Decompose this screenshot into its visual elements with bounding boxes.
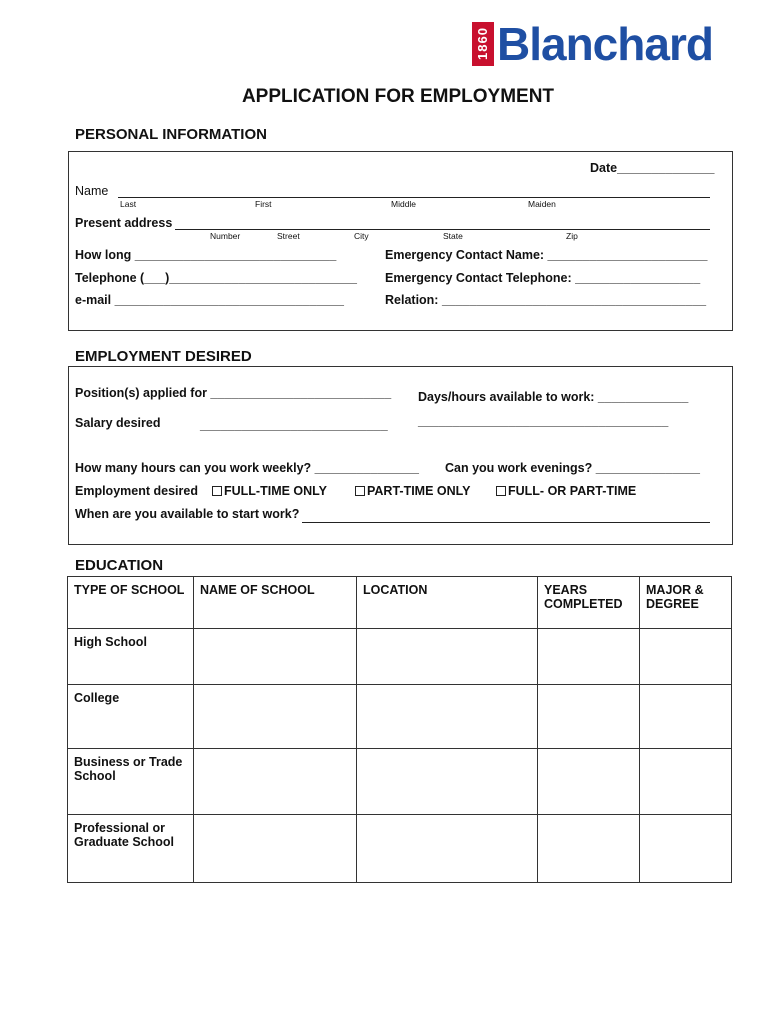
- full-or-part-label: FULL- OR PART-TIME: [508, 484, 637, 498]
- address-sub-zip: Zip: [566, 231, 578, 241]
- name-sub-last: Last: [120, 199, 137, 209]
- address-sub-state: State: [443, 231, 463, 241]
- years-cell[interactable]: [538, 629, 640, 685]
- table-row: [68, 685, 732, 749]
- emergency-name-field[interactable]: Emergency Contact Name: _______________________: [385, 248, 708, 262]
- table-row: [68, 749, 732, 815]
- evenings-field[interactable]: Can you work evenings? _______________: [445, 461, 701, 475]
- logo-year: 1860: [472, 22, 494, 66]
- years-cell[interactable]: [538, 685, 640, 749]
- name-sub-maiden: Maiden: [528, 199, 556, 209]
- start-label: When are you available to start work?: [75, 507, 300, 521]
- column-header: NAME OF SCHOOL: [194, 577, 357, 629]
- days-hours-field[interactable]: Days/hours available to work: _____________: [418, 390, 689, 404]
- checkbox-icon[interactable]: [212, 486, 222, 496]
- table-row: [68, 629, 732, 685]
- personal-heading: PERSONAL INFORMATION: [75, 126, 267, 143]
- name-label: Name: [75, 184, 109, 198]
- hours-weekly-field[interactable]: How many hours can you work weekly? _______________: [75, 461, 419, 475]
- years-cell[interactable]: [538, 815, 640, 883]
- column-header: TYPE OF SCHOOL: [68, 577, 194, 629]
- address-sub-number: Number: [210, 231, 241, 241]
- company-logo: [472, 18, 713, 70]
- name-field[interactable]: [118, 197, 710, 198]
- school-name-cell[interactable]: [194, 629, 357, 685]
- relation-field[interactable]: Relation: ______________________________________: [385, 293, 707, 307]
- email-field[interactable]: e-mail _________________________________: [75, 293, 345, 307]
- education-heading: EDUCATION: [75, 557, 164, 574]
- school-type-label: Business or Trade School: [68, 749, 194, 815]
- address-sub-street: Street: [277, 231, 300, 241]
- full-or-part-option[interactable]: [496, 484, 636, 498]
- education-table: [67, 576, 732, 883]
- location-cell[interactable]: [357, 685, 538, 749]
- name-sub-middle: Middle: [391, 199, 417, 209]
- column-header: YEARS COMPLETED: [538, 577, 640, 629]
- address-label: Present address: [75, 216, 173, 230]
- how-long-field[interactable]: How long _____________________________: [75, 248, 337, 262]
- part-time-option[interactable]: [355, 484, 470, 498]
- employment-heading: EMPLOYMENT DESIRED: [75, 348, 252, 365]
- school-type-label: Professional or Graduate School: [68, 815, 194, 883]
- checkbox-icon[interactable]: [355, 486, 365, 496]
- table-row: [68, 815, 732, 883]
- education-header-row: [68, 577, 732, 629]
- date-field[interactable]: Date______________: [590, 161, 715, 175]
- school-name-cell[interactable]: [194, 815, 357, 883]
- column-header: MAJOR & DEGREE: [640, 577, 732, 629]
- address-field[interactable]: [175, 229, 710, 230]
- part-time-label: PART-TIME ONLY: [367, 484, 471, 498]
- location-cell[interactable]: [357, 749, 538, 815]
- employment-desired-label: Employment desired: [75, 484, 198, 498]
- major-cell[interactable]: [640, 749, 732, 815]
- positions-field[interactable]: Position(s) applied for __________________________: [75, 386, 392, 400]
- school-type-label: College: [68, 685, 194, 749]
- school-type-label: High School: [68, 629, 194, 685]
- days-hours-extra-line[interactable]: ____________________________________: [418, 414, 669, 428]
- name-sub-first: First: [255, 199, 272, 209]
- start-field[interactable]: [302, 522, 710, 523]
- years-cell[interactable]: [538, 749, 640, 815]
- column-header: LOCATION: [357, 577, 538, 629]
- major-cell[interactable]: [640, 815, 732, 883]
- school-name-cell[interactable]: [194, 749, 357, 815]
- address-sub-city: City: [354, 231, 369, 241]
- major-cell[interactable]: [640, 629, 732, 685]
- telephone-field[interactable]: Telephone (___)___________________________: [75, 271, 357, 285]
- form-title: APPLICATION FOR EMPLOYMENT: [241, 86, 555, 107]
- school-name-cell[interactable]: [194, 685, 357, 749]
- full-time-label: FULL-TIME ONLY: [224, 484, 328, 498]
- major-cell[interactable]: [640, 685, 732, 749]
- logo-name: Blanchard: [497, 18, 713, 70]
- salary-field[interactable]: ___________________________: [200, 418, 388, 432]
- checkbox-icon[interactable]: [496, 486, 506, 496]
- full-time-option[interactable]: [212, 484, 327, 498]
- salary-label: Salary desired: [75, 416, 161, 430]
- emergency-phone-field[interactable]: Emergency Contact Telephone: __________________: [385, 271, 701, 285]
- location-cell[interactable]: [357, 629, 538, 685]
- location-cell[interactable]: [357, 815, 538, 883]
